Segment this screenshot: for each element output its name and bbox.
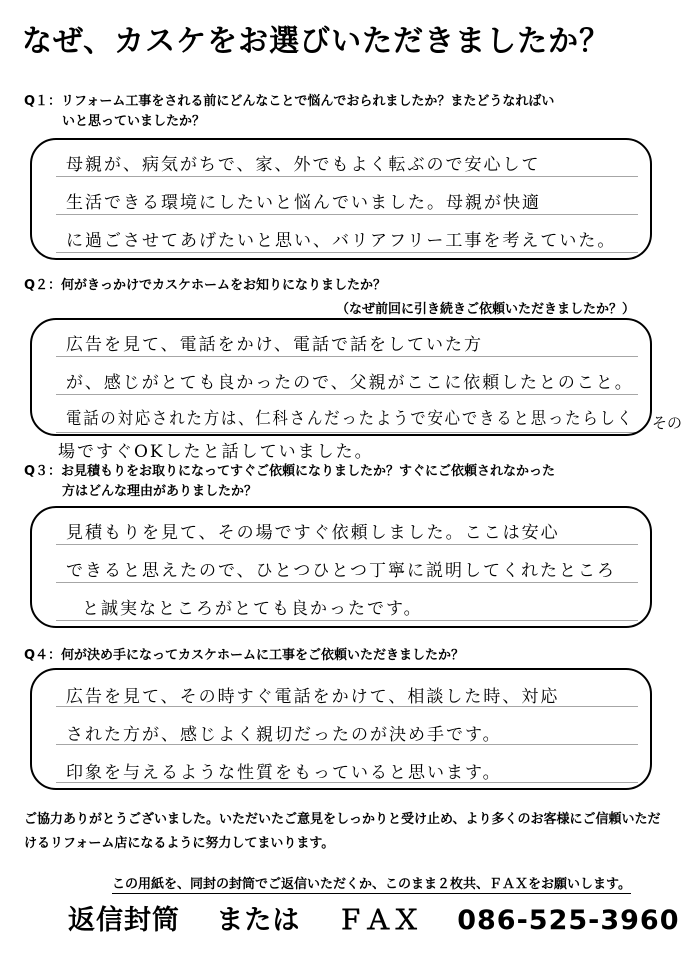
answer-3-line2: できると思えたので、ひとつひとつ丁寧に説明してくれたところ xyxy=(66,561,616,581)
answer-2-overflow: その xyxy=(652,414,683,432)
question-1-line2: いと思っていましたか？ xyxy=(62,114,206,129)
question-3 xyxy=(24,462,555,502)
question-4-line1: Q４：何が決め手になってカスケホームに工事をご依頼いただきましたか？ xyxy=(24,648,465,663)
answer-4-line1: 広告を見て、その時すぐ電話をかけて、相談した時、対応 xyxy=(66,687,560,707)
closing-message: ご協力ありがとうございました。いただいたご意見をしっかりと受け止め、より多くのお客様にご信頼いただけるリフォーム店になるように努力してまいります。 xyxy=(24,812,661,851)
question-3-line1: Q３：お見積もりをお取りになってすぐご依頼になりましたか？すぐにご依頼されなかった xyxy=(24,464,556,479)
answer-4-line2: された方が、感じよく親切だったのが決め手です。 xyxy=(66,725,502,745)
question-2 xyxy=(24,276,386,296)
fax-number[interactable]: 086-525-3960 xyxy=(457,905,680,936)
question-3-line2: 方はどんな理由がありましたか？ xyxy=(62,484,258,499)
return-instruction: この用紙を、同封の封筒でご返信いただくか、このまま２枚共、ＦＡＸをお願いします。 xyxy=(112,873,631,894)
answer-1-line2: 生活できる環境にしたいと悩んでいました。母親が快適 xyxy=(66,193,541,213)
answer-2-line1: 広告を見て、電話をかけ、電話で話をしていた方 xyxy=(66,335,483,355)
answer-box-2[interactable] xyxy=(30,318,652,436)
answer-1-line1: 母親が、病気がちで、家、外でもよく転ぶので安心して xyxy=(66,155,541,175)
question-4 xyxy=(24,646,464,666)
question-1 xyxy=(24,92,554,132)
answer-2-line2: が、感じがとても良かったので、父親がここに依頼したとのこと。 xyxy=(66,373,634,393)
or-label: または xyxy=(216,905,301,936)
answer-3-line1: 見積もりを見て、その場ですぐ依頼しました。ここは安心 xyxy=(66,523,560,543)
answer-4-line3: 印象を与えるような性質をもっていると思います。 xyxy=(66,763,502,783)
question-2-line1: Q２：何がきっかけでカスケホームをお知りになりましたか？ xyxy=(24,278,387,293)
footer-contact xyxy=(68,898,680,937)
return-envelope-label: 返信封筒 xyxy=(68,905,180,936)
answer-2-line3: 電話の対応された方は、仁科さんだったようで安心できると思ったらしく xyxy=(66,409,634,429)
fax-label: ＦＡＸ xyxy=(336,905,421,936)
question-2-subtitle: （なぜ前回に引き続きご依頼いただきましたか？） xyxy=(335,302,635,317)
answer-3-line3: と誠実なところがとても良かったです。 xyxy=(82,599,423,619)
answer-box-1[interactable] xyxy=(30,138,652,260)
answer-2-line4: 場ですぐOKしたと話していました。 xyxy=(58,442,374,462)
answer-1-line3: に過ごさせてあげたいと思い、バリアフリー工事を考えていた。 xyxy=(66,231,617,251)
question-1-line1: Q１：リフォーム工事をされる前にどんなことで悩んでおられましたか？またどうなればい xyxy=(24,94,555,109)
page-title: なぜ、カスケをお選びいただきましたか？ xyxy=(22,24,611,59)
answer-box-3[interactable] xyxy=(30,506,652,628)
answer-box-4[interactable] xyxy=(30,668,652,790)
